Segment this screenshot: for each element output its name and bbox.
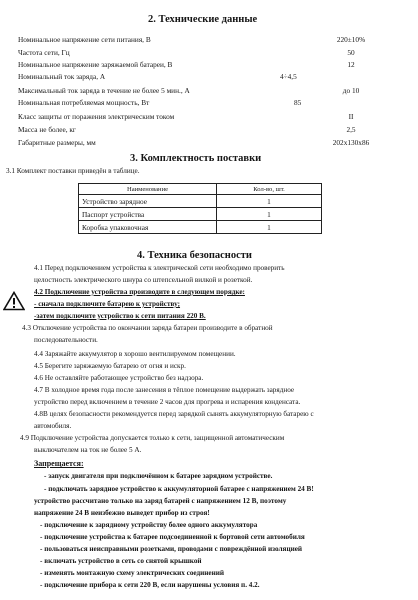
paragraph-4-1: 4.1 Перед подключением устройства к электрической сети необходимо проверить [34,264,285,272]
forbidden-item: - запуск двигателя при подключённом к батарее зарядном устройстве. [44,472,273,480]
forbidden-item: - подключать зарядное устройство к аккумуляторной батарее с напряжением 24 В! [44,485,314,493]
forbidden-item: - изменять монтажную схему электрических соединений [40,569,225,577]
spec-row: Номинальное напряжение заряжаемой батареи, В 12 [18,60,355,69]
paragraph-4-2: 4.2 Подключение устройства производите в следующем порядке: [34,288,245,296]
spec-row: Номинальное напряжение сети питания, В 220±10% [18,35,366,44]
table-cell: 1 [217,195,322,208]
column-header: Кол-во, шт. [217,184,322,195]
paragraph-4-3: 4.3 Отключение устройства по окончании заряда батареи производите в обратной [22,324,273,332]
forbidden-item: - пользоваться неисправными розетками, проводами с повреждённой изоляцией [40,545,303,553]
forbidden-item: - подключение прибора к сети 220 В, если нарушены условия п. 4.2. [40,581,260,589]
table-header-row [79,184,322,195]
forbidden-item: - подключение устройства к батарее подсоединенной к бортовой сети автомобиля [40,533,305,541]
kit-intro: 3.1 Комплект поставки приведён в таблице. [6,167,140,175]
table-cell: 1 [217,208,322,221]
section-title-technical: 2. Технические данные [148,14,258,25]
table-row [79,221,322,234]
spec-row: Класс защиты от поражения электрическим током II [18,112,354,121]
paragraph-4-6: 4.6 Не оставляйте работающее устройство без надзора. [34,374,204,382]
paragraph-4-7-cont: устройство перед включением в течение 2 часов для прогрева и испарения конденсата. [34,398,301,406]
spec-row: Максимальный ток заряда в течение не более 5 мин., А до 10 [18,86,360,95]
paragraph-4-8-cont: автомобиля. [34,422,72,430]
forbidden-item: напряжение 24 В неизбежно выведет прибор из строя! [34,509,210,517]
section-title-kit: 3. Комплектность поставки [130,153,262,164]
table-cell: 1 [217,221,322,234]
spec-row: Номинальная потребляемая мощность, Вт 85 [18,98,302,107]
forbidden-item: - включать устройство в сеть со снятой крышкой [40,557,202,565]
paragraph-4-9-cont: выключателем на ток не более 5 А. [34,446,142,454]
warning-triangle-icon [3,291,25,311]
forbidden-item: - подключение к зарядному устройству более одного аккумулятора [40,521,258,529]
spec-row: Масса не более, кг 2,5 [18,125,356,134]
table-row [79,195,322,208]
spec-row: Частота сети, Гц 50 [18,48,355,57]
paragraph-4-9: 4.9 Подключение устройства допускается только к сети, защищенной автоматическим [20,434,285,442]
table-cell: Паспорт устройства [79,208,217,221]
paragraph-4-5: 4.5 Берегите заряжаемую батарею от огня и искр. [34,362,186,370]
step-connect-battery: - сначала подключите батарею к устройству; [34,300,181,308]
paragraph-4-8: 4.8В целях безопасности рекомендуется перед зарядкой сынять аккумуляторную батарею с [34,410,314,418]
paragraph-4-7: 4.7 В холодное время года после занесения в тёплое помещение выдержать зарядное [34,386,295,394]
table-row [79,208,322,221]
table-cell: Коробка упаковочная [79,221,217,234]
step-connect-mains: -затем подключите устройство к сети питания 220 В. [34,312,206,320]
forbidden-item: устройство рассчитано только на заряд батарей с напряжением 12 В, поэтому [34,497,287,505]
table-cell: Устройство зарядное [79,195,217,208]
paragraph-4-1-cont: целостность электрического шнура со штепсельной вилкой и розеткой. [34,276,253,284]
paragraph-4-3-cont: последовательности. [34,336,98,344]
spec-row: Габаритные размеры, мм 202х130х86 [18,138,370,147]
kit-table [78,183,322,234]
forbidden-title: Запрещается: [34,459,84,468]
column-header: Наименование [79,184,217,195]
paragraph-4-4: 4.4 Заряжайте аккумулятор в хорошо вентилируемом помещении. [34,350,236,358]
section-title-safety: 4. Техника безопасности [137,250,252,261]
spec-row: Номинальный ток заряда, А 4÷4,5 [18,72,297,81]
